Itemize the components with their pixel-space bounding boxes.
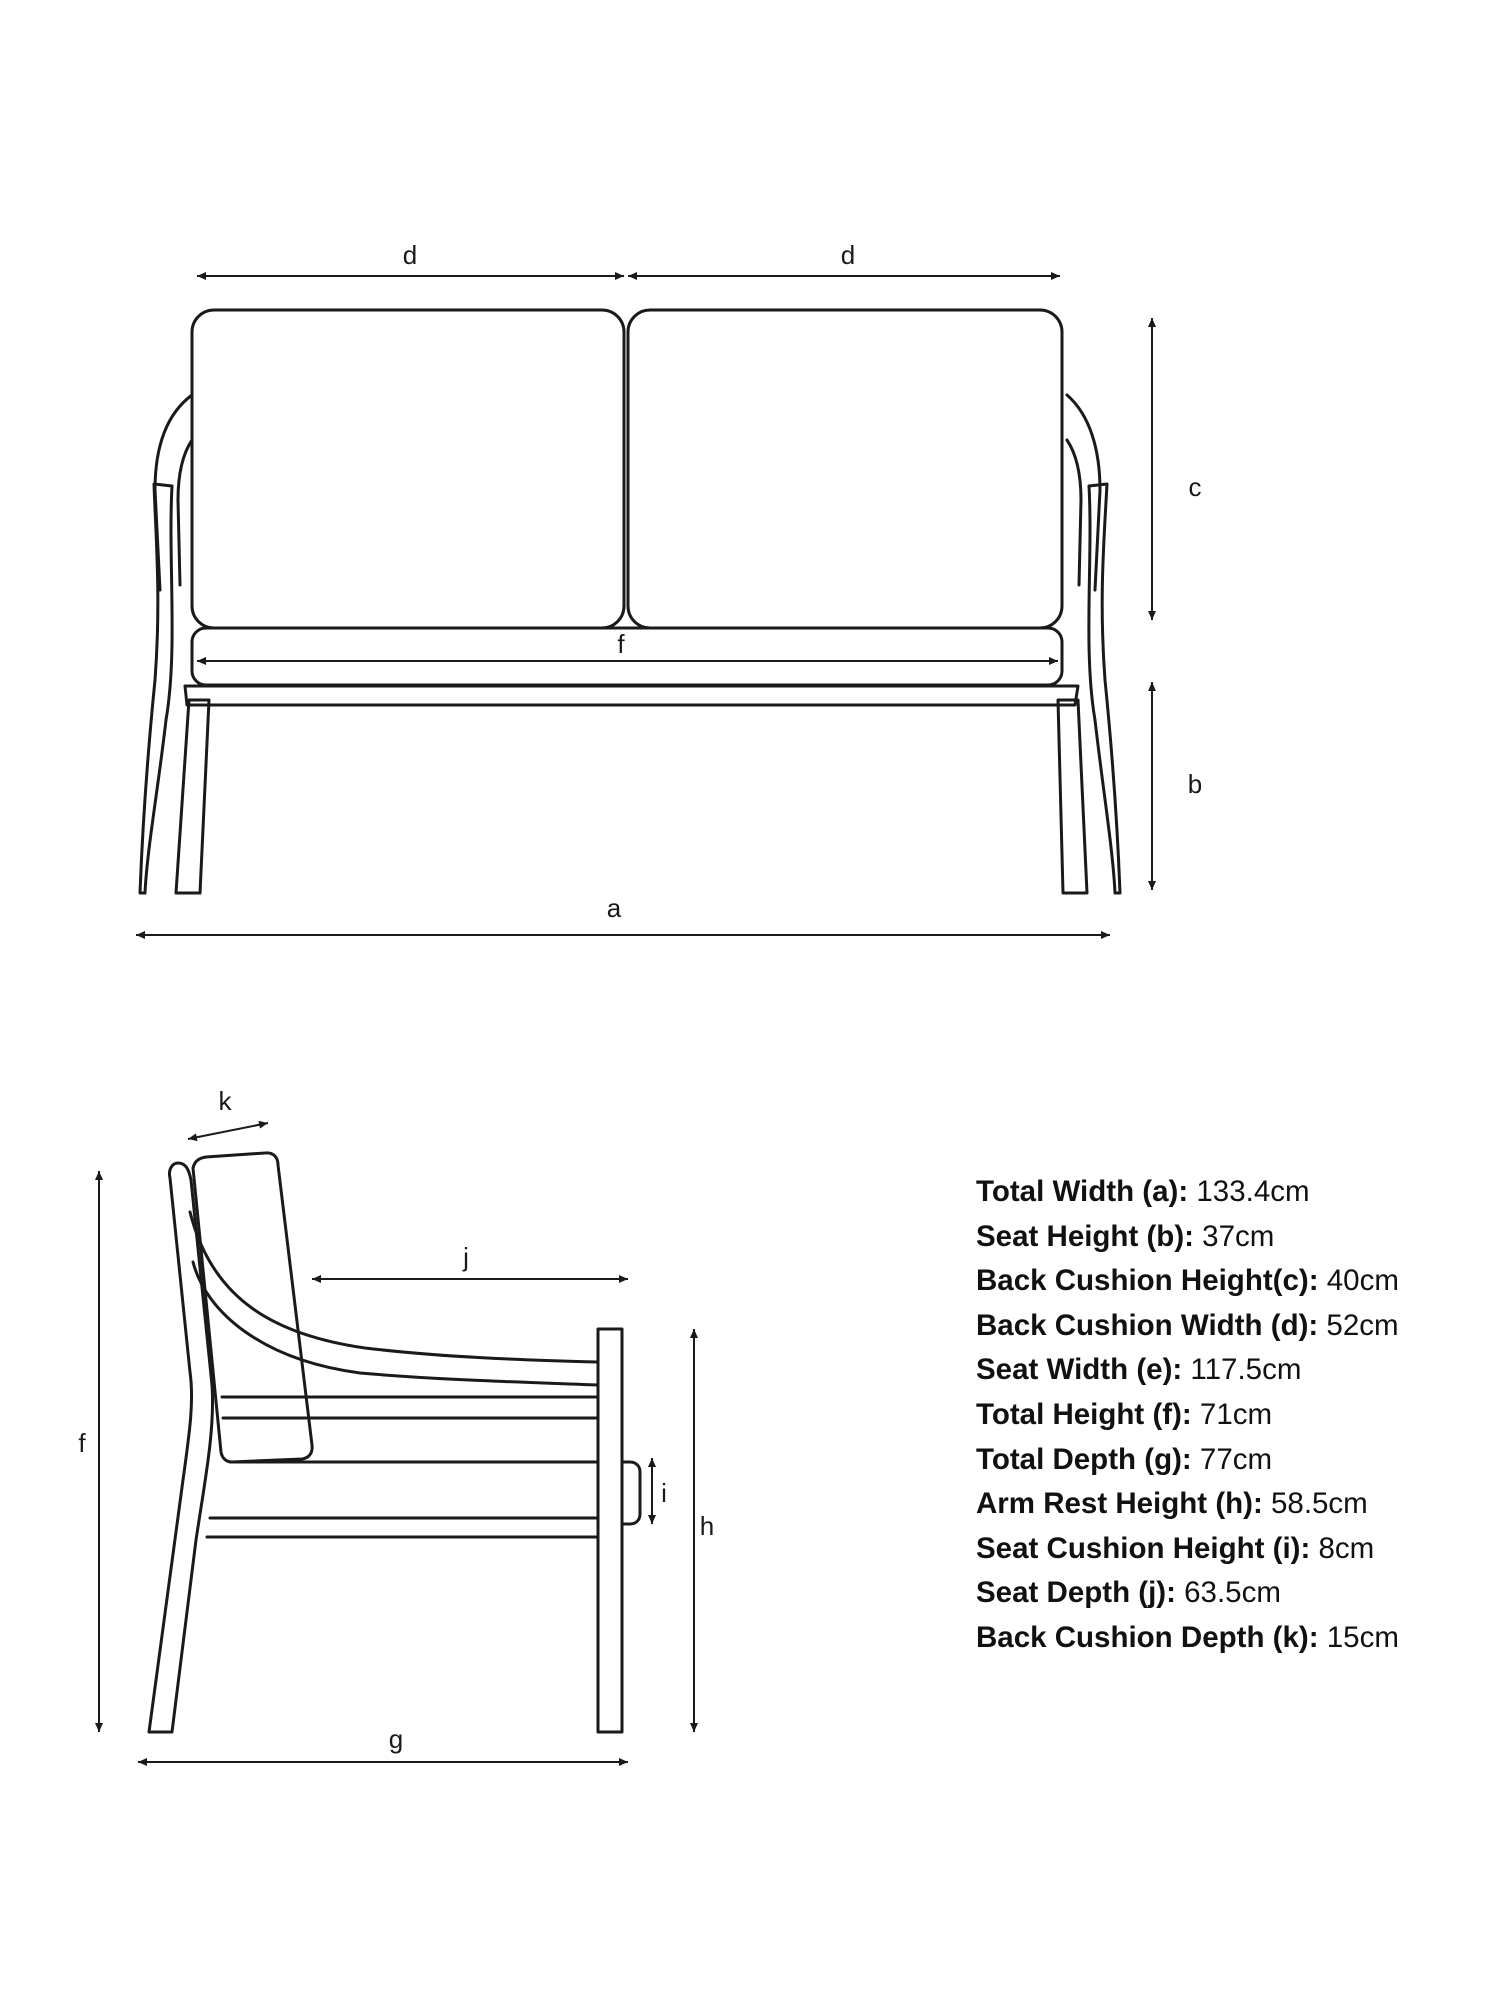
spec-label: Back Cushion Height(c): — [976, 1264, 1319, 1298]
side-upper-rail — [222, 1397, 598, 1418]
specifications-list — [976, 1170, 1476, 1661]
spec-seat-cushion-height — [976, 1527, 1476, 1572]
side-seat-cushion — [622, 1462, 640, 1524]
side-lower-rail — [207, 1518, 598, 1537]
spec-label: Arm Rest Height (h): — [976, 1487, 1263, 1521]
spec-total-depth — [976, 1438, 1476, 1483]
right-arm-curve — [1067, 395, 1100, 590]
front-seat-cushion — [192, 628, 1062, 685]
right-arm-inner-curve — [1067, 440, 1081, 585]
spec-label: Total Height (f): — [976, 1397, 1192, 1431]
spec-label: Seat Depth (j): — [976, 1576, 1176, 1610]
right-outer-leg — [1089, 484, 1120, 893]
spec-value: 77cm — [1191, 1442, 1273, 1476]
spec-value: 8cm — [1310, 1531, 1375, 1565]
spec-value: 52cm — [1318, 1308, 1399, 1342]
side-armrest — [190, 1212, 598, 1385]
spec-label: Total Depth (g): — [976, 1442, 1192, 1476]
spec-label: Seat Width (e): — [976, 1353, 1183, 1387]
a-label: a — [606, 893, 622, 923]
spec-value: 63.5cm — [1175, 1576, 1281, 1610]
left-back-cushion — [192, 310, 624, 628]
spec-label: Seat Height (b): — [976, 1219, 1194, 1253]
d1-label: d — [402, 240, 418, 270]
spec-value: 117.5cm — [1182, 1353, 1302, 1387]
k-dimension-line — [188, 1123, 268, 1139]
spec-total-width — [976, 1170, 1476, 1215]
left-front-leg — [176, 700, 209, 893]
f-side-label: f — [78, 1428, 86, 1458]
d2-label: d — [840, 240, 856, 270]
front-seat-rail — [185, 686, 1078, 705]
c-label: c — [1188, 472, 1202, 502]
spec-seat-height — [976, 1215, 1476, 1260]
spec-value: 40cm — [1318, 1264, 1399, 1298]
b-label: b — [1187, 769, 1203, 799]
left-outer-leg — [140, 484, 172, 893]
side-view — [78, 1086, 714, 1762]
spec-back-cushion-depth — [976, 1616, 1476, 1661]
left-arm-curve — [155, 395, 192, 590]
spec-back-cushion-width — [976, 1304, 1476, 1349]
spec-value: 15cm — [1318, 1620, 1399, 1654]
spec-back-cushion-height — [976, 1259, 1476, 1304]
side-front-post — [598, 1329, 622, 1732]
left-arm-inner-curve — [178, 440, 192, 585]
spec-value: 37cm — [1193, 1219, 1275, 1253]
spec-seat-depth — [976, 1571, 1476, 1616]
spec-label: Back Cushion Width (d): — [976, 1308, 1319, 1342]
spec-total-height — [976, 1393, 1476, 1438]
i-label: i — [661, 1478, 667, 1508]
spec-value: 133.4cm — [1188, 1175, 1310, 1208]
k-label: k — [218, 1086, 232, 1116]
right-back-cushion — [628, 310, 1062, 628]
spec-arm-rest-height — [976, 1482, 1476, 1527]
spec-label: Seat Cushion Height (i): — [976, 1531, 1311, 1565]
spec-value: 58.5cm — [1262, 1487, 1368, 1521]
front-view — [136, 240, 1202, 935]
spec-value: 71cm — [1191, 1397, 1273, 1431]
spec-label: Back Cushion Depth (k): — [976, 1620, 1319, 1654]
j-label: j — [463, 1242, 469, 1272]
f-front-label: f — [617, 629, 625, 659]
spec-label: Total Width (a): — [976, 1175, 1189, 1208]
right-front-leg — [1058, 700, 1087, 893]
g-label: g — [388, 1724, 404, 1754]
h-label: h — [699, 1511, 715, 1541]
spec-seat-width — [976, 1348, 1476, 1393]
